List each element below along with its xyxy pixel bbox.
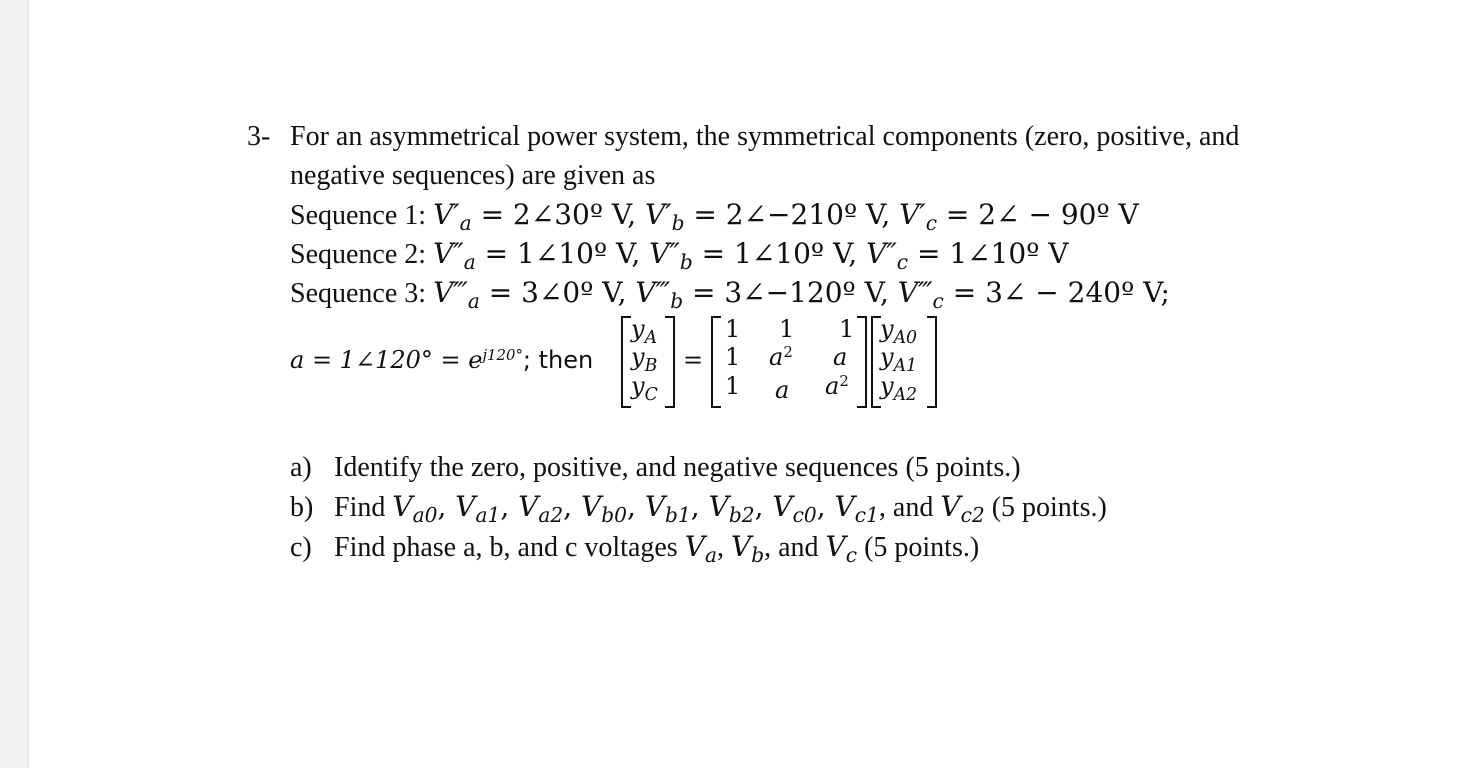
vector-entry: $y_C$ bbox=[631, 372, 658, 405]
sequence-2-line bbox=[290, 235, 1069, 275]
matrix-cell: 1 bbox=[839, 315, 855, 343]
subscript: a bbox=[463, 250, 476, 275]
sequence-label: Sequence 1: bbox=[290, 200, 434, 231]
subscript: c bbox=[896, 250, 909, 275]
var: V‴ bbox=[897, 276, 933, 309]
subscript: c bbox=[932, 289, 944, 314]
value: = 2∠−210º V, bbox=[684, 198, 900, 231]
vector-entry: $y_A$ bbox=[631, 315, 658, 348]
var: V′ bbox=[433, 198, 460, 231]
part-a bbox=[290, 449, 1021, 487]
sequence-1-line bbox=[290, 196, 1139, 236]
part-text: Find phase a, b, and c voltages bbox=[334, 532, 685, 563]
var: V‴ bbox=[635, 276, 671, 309]
sequence-label: Sequence 3: bbox=[290, 278, 434, 309]
value: = 1∠10º V, bbox=[692, 237, 867, 270]
var: V‴ bbox=[433, 276, 468, 309]
value: = 1∠10º V, bbox=[475, 237, 650, 270]
equals-sign: = bbox=[683, 346, 704, 374]
value: = 3∠−120º V, bbox=[683, 276, 898, 309]
part-text: Find bbox=[334, 492, 393, 523]
var: V″ bbox=[649, 237, 680, 270]
value: = 3∠0º V, bbox=[479, 276, 636, 309]
part-b: b) Find $V_{a0}$, $V_{a1}$, $V_{a2}$, $V_{b0}$, $V_{b1}$, $V_{b2}$, $V_{c0}$, $V_{c1}$, and $V_{c2}$ (5 points.) bbox=[290, 490, 1107, 528]
question-number: 3- bbox=[247, 121, 271, 152]
subscript: c bbox=[925, 211, 938, 236]
subscript: b bbox=[679, 250, 693, 275]
matrix-cell: a bbox=[775, 376, 790, 404]
part-text: Identify the zero, positive, and negative sequences (5 points.) bbox=[334, 452, 1021, 483]
matrix-cell: 1 bbox=[725, 315, 741, 343]
right-bracket bbox=[927, 316, 937, 408]
right-bracket bbox=[857, 316, 867, 408]
right-bracket bbox=[665, 316, 675, 408]
intro-line-2: negative sequences) are given as bbox=[290, 160, 656, 191]
value: = 2∠ − 90º V bbox=[937, 198, 1139, 231]
var: V″ bbox=[866, 237, 897, 270]
sequence-3-line bbox=[290, 274, 1170, 314]
subscript: a bbox=[467, 289, 480, 314]
part-label: a) bbox=[290, 452, 312, 483]
operator-definition bbox=[290, 343, 593, 380]
matrix-cell: 1 bbox=[779, 315, 795, 343]
exponent: j120° bbox=[482, 345, 523, 364]
sequence-label: Sequence 2: bbox=[290, 239, 434, 270]
intro-line-1: For an asymmetrical power system, the symmetrical components (zero, positive, and bbox=[290, 121, 1240, 152]
matrix-cell: 1 bbox=[725, 372, 741, 400]
matrix-cell: 1 bbox=[725, 343, 741, 371]
value: = 2∠30º V, bbox=[471, 198, 646, 231]
subscript: a bbox=[459, 211, 472, 236]
transformation-matrix bbox=[713, 316, 865, 408]
lhs-vector bbox=[623, 316, 673, 408]
value: = 3∠ − 240º V; bbox=[943, 276, 1170, 309]
matrix-cell: $a^2$ bbox=[769, 342, 793, 371]
rhs-vector bbox=[873, 316, 935, 408]
subscript: b bbox=[671, 211, 685, 236]
var: V″ bbox=[433, 237, 464, 270]
part-label: c) bbox=[290, 532, 312, 563]
left-bracket bbox=[711, 316, 721, 408]
vector-entry: $y_{A2}$ bbox=[880, 372, 918, 405]
matrix-cell: $a^2$ bbox=[825, 371, 849, 400]
var: V′ bbox=[645, 198, 672, 231]
var: V′ bbox=[899, 198, 926, 231]
left-bracket bbox=[621, 316, 631, 408]
vector-entry: $y_{A0}$ bbox=[880, 315, 918, 348]
value: = 1∠10º V bbox=[908, 237, 1069, 270]
part-label: b) bbox=[290, 492, 314, 523]
subscript: b bbox=[670, 289, 684, 314]
vector-entry: $y_B$ bbox=[631, 343, 658, 376]
vector-entry: $y_{A1}$ bbox=[880, 343, 918, 376]
then-text: ; then bbox=[522, 346, 594, 374]
matrix-cell: a bbox=[833, 343, 848, 371]
a-definition: a = 1∠120° = e bbox=[290, 346, 483, 374]
part-c: c) Find phase a, b, and c voltages $V_a$, $V_b$, and $V_c$ (5 points.) bbox=[290, 530, 980, 568]
left-margin-strip bbox=[0, 0, 29, 768]
